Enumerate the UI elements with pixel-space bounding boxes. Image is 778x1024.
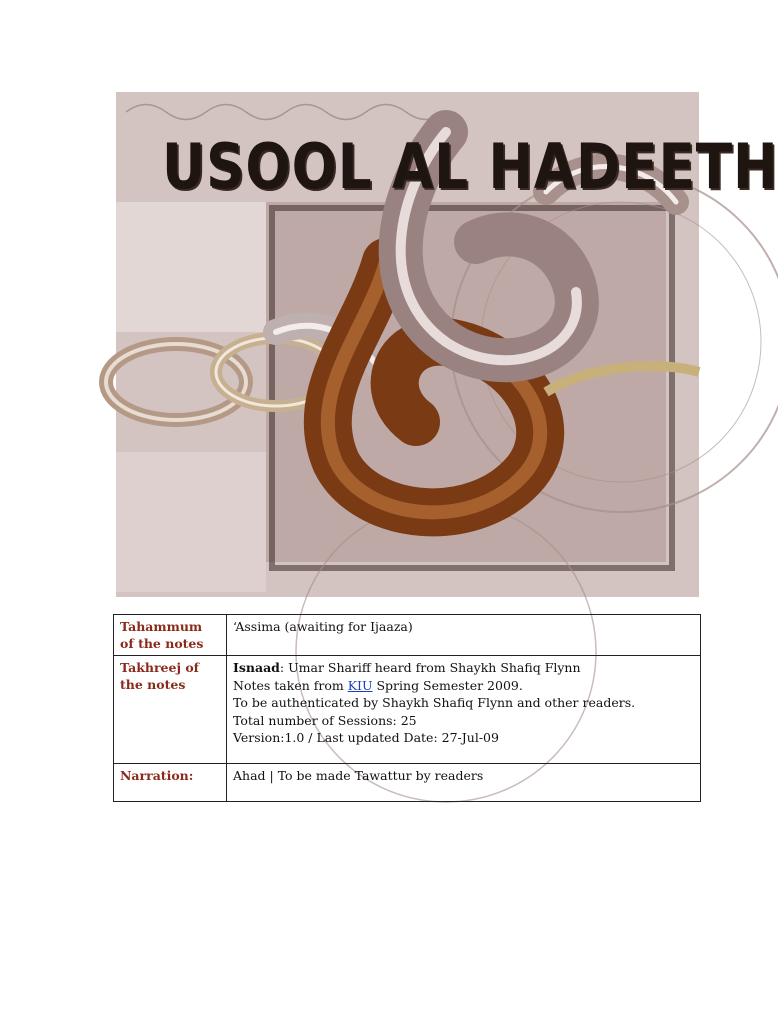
notes-line	[233, 677, 694, 695]
row-label: Narration:	[114, 764, 227, 802]
sessions-line: Total number of Sessions: 25	[233, 712, 417, 728]
row-label: Tahammum of the notes	[114, 615, 227, 656]
version-line: Version:1.0 / Last updated Date: 27-Jul-09	[233, 730, 499, 745]
cover-title: USOOL AL HADEETH	[162, 130, 778, 203]
isnaad-line	[233, 659, 694, 677]
table-row	[114, 656, 701, 764]
authentication-line: To be authenticated by Shaykh Shafiq Flynn and other readers.	[233, 695, 636, 710]
isnaad-text: : Umar Shariff heard from Shaykh Shafiq Flynn	[279, 660, 581, 675]
notes-suffix: Spring Semester 2009.	[372, 677, 523, 693]
narration-value: Ahad | To be made Tawattur by readers	[233, 768, 484, 783]
isnaad-label: Isnaad	[233, 660, 280, 675]
notes-info-table	[113, 614, 701, 802]
row-label: Takhreej of the notes	[114, 656, 227, 764]
row-value	[227, 615, 701, 656]
table-row	[114, 615, 701, 656]
kiu-link[interactable]: KIU	[347, 677, 373, 693]
row-value	[227, 656, 701, 764]
table-row	[114, 764, 701, 802]
cover-image	[116, 92, 778, 597]
row-value	[227, 764, 701, 802]
tahammum-value: ‘Assima (awaiting for Ijaaza)	[233, 619, 413, 634]
notes-prefix: Notes taken from	[233, 677, 348, 693]
